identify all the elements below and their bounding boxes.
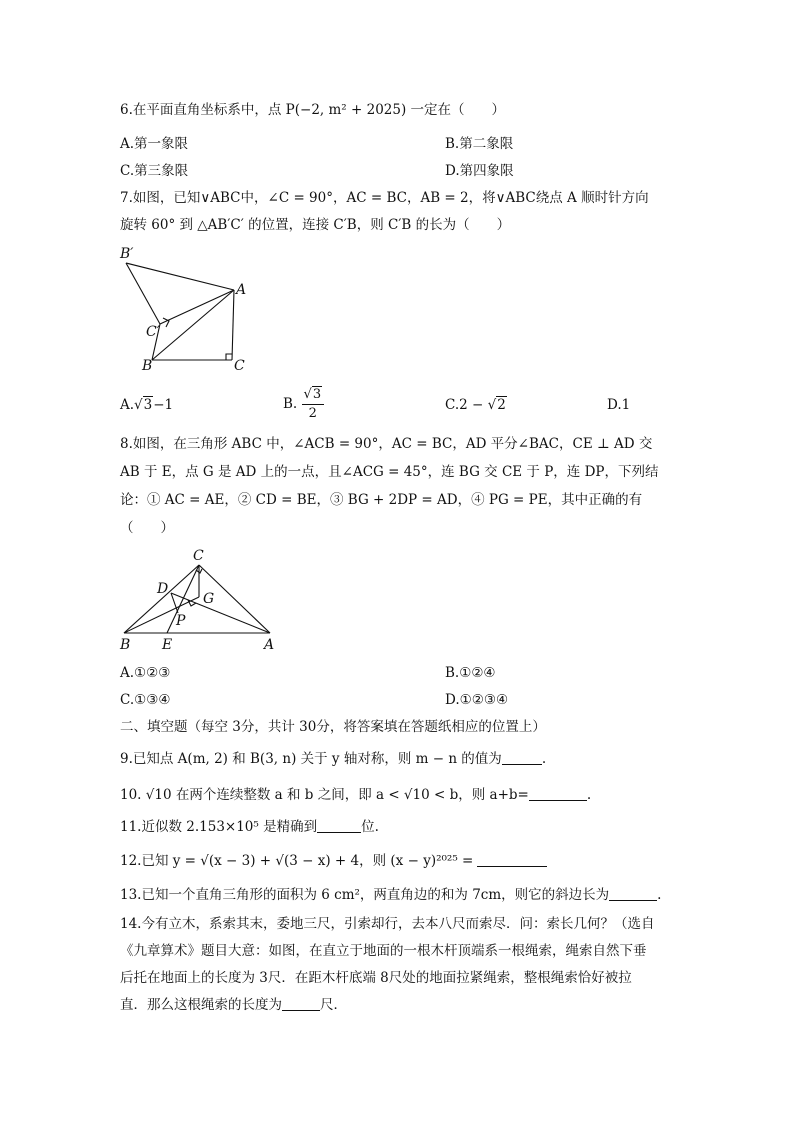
q8-stem-line3: 论：① AC = AE，② CD = BE，③ BG + 2DP = AD，④ PG = PE，其中正确的有 — [120, 492, 643, 508]
q9: 9.已知点 A(m, 2) 和 B(3, n) 关于 y 轴对称，则 m − n 的值为 . — [120, 751, 547, 767]
q14-line1: 14.今有立木，系索其末，委地三尺，引索却行，去本八尺而索尽．问：索长几何？（选自 — [120, 916, 655, 932]
q7-figure — [110, 240, 260, 375]
q8-option-a: A.①②③ — [120, 665, 171, 681]
q8-edge-b-g — [124, 597, 199, 633]
q14-answer-blank[interactable] — [282, 996, 320, 1011]
q10: 10. √10 在两个连续整数 a 和 b 之间，即 a < √10 < b，则 a+b= . — [120, 787, 592, 803]
q11: 11.近似数 2.153×10⁵ 是精确到 位. — [120, 819, 379, 835]
q13-answer-blank[interactable] — [609, 886, 657, 901]
q6-option-a: A.第一象限 — [120, 136, 189, 152]
q7-edge-bprime-a — [126, 263, 234, 290]
q7-right-angle-c — [226, 354, 232, 360]
q12: 12.已知 y = √(x − 3) + √(3 − x) + 4，则 (x − y)²⁰²⁵ = — [120, 852, 547, 870]
q8-stem-line1: 8.如图，在三角形 ABC 中，∠ACB = 90°，AC = BC，AD 平分∠BAC，CE ⊥ AD 交 — [120, 436, 653, 452]
q8-label-d: D — [157, 581, 169, 597]
q8-label-c: C — [193, 548, 204, 564]
q7-stem-line1: 7.如图，已知∨ABC中，∠C = 90°，AC = BC，AB = 2，将∨ABC绕点 A 顺时针方向 — [120, 190, 649, 206]
q8-label-p: P — [176, 613, 186, 629]
q7-edge-cprime-a — [160, 290, 234, 324]
q6-option-d: D.第四象限 — [445, 163, 514, 179]
q14-line2: 《九章算术》题目大意：如图，在直立于地面的一根木杆顶端系一根绳索，绳索自然下垂 — [120, 943, 647, 959]
q8-label-a: A — [264, 637, 275, 653]
q8-stem-line2: AB 于 E，点 G 是 AD 上的一点，且∠ACG = 45°，连 BG 交 CE 于 P，连 DP，下列结 — [120, 464, 659, 480]
q13: 13.已知一个直角三角形的面积为 6 cm²，两直角边的和为 7cm，则它的斜边长为 . — [120, 887, 662, 903]
q8-label-e: E — [162, 637, 173, 653]
q8-stem-line4: （ ） — [120, 520, 174, 536]
q8-option-b: B.①②④ — [445, 665, 496, 681]
q6-option-b: B.第二象限 — [445, 136, 514, 152]
q7-option-c: C.2 − √2 — [445, 397, 506, 413]
section2-title: 二、填空题（每空 3分，共计 30分，将答案填在答题纸相应的位置上） — [120, 719, 546, 735]
q7-edge-bprime-cprime — [126, 263, 160, 324]
q8-edge-a-d — [171, 593, 270, 633]
q6-option-c: C.第三象限 — [120, 163, 189, 179]
q7-label-cprime: C′ — [146, 324, 160, 340]
q8-label-g: G — [203, 591, 215, 607]
q7-option-a: A.√3−1 — [120, 397, 174, 413]
q10-answer-blank[interactable] — [529, 786, 587, 801]
q7-edge-a-c — [232, 290, 234, 360]
q7-option-b-fraction: $\frac{√3}{2}$ — [302, 386, 325, 423]
q8-label-b: B — [120, 637, 131, 653]
q11-answer-blank[interactable] — [317, 818, 361, 833]
q8-edge-b-c — [124, 565, 199, 633]
q6-stem: 6.在平面直角坐标系中，点 P(−2, m² + 2025) 一定在（ ） — [120, 102, 506, 118]
q7-label-c: C — [234, 358, 245, 374]
q14-line3: 后托在地面上的长度为 3尺．在距木杆底端 8尺处的地面拉紧绳索，整根绳索恰好被拉 — [120, 970, 632, 986]
q8-figure — [112, 545, 287, 655]
q12-answer-blank[interactable] — [477, 852, 547, 867]
q7-option-d: D.1 — [607, 397, 631, 413]
q7-label-a: A — [236, 282, 247, 298]
q8-option-d: D.①②③④ — [445, 692, 509, 708]
q7-stem-line2: 旋转 60° 到 △AB′C′ 的位置，连接 C′B，则 C′B 的长为（ ） — [120, 217, 511, 233]
q7-label-b: B — [142, 358, 153, 374]
q7-label-bprime: B′ — [120, 246, 134, 262]
q8-option-c: C.①③④ — [120, 692, 171, 708]
q9-answer-blank[interactable] — [502, 750, 542, 765]
q7-option-b: B. $\frac{√3}{2}$ — [283, 386, 324, 423]
q14-line4: 直．那么这根绳索的长度为 尺． — [120, 997, 347, 1013]
q7-edge-b-a — [152, 290, 234, 360]
